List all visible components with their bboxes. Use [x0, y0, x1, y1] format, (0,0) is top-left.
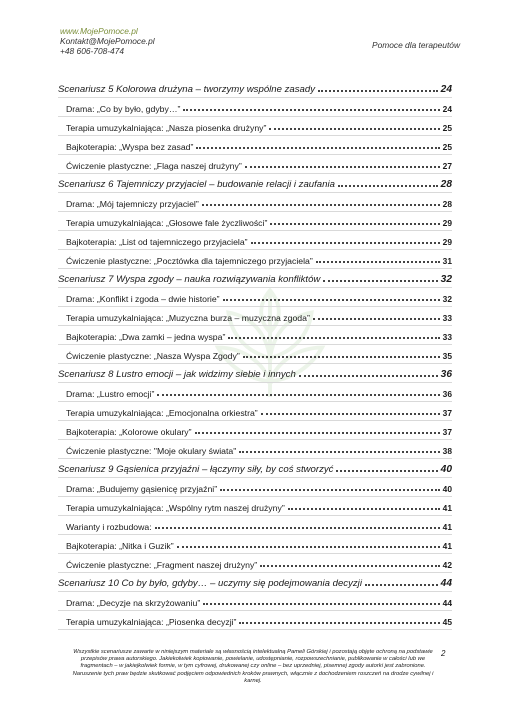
- toc-scenario-entry[interactable]: [58, 79, 452, 98]
- dot-leader: [365, 584, 438, 586]
- toc-page-number: 42: [442, 560, 452, 570]
- toc-entry-label: Drama: „Budujemy gąsienicę przyjaźni”: [66, 484, 218, 494]
- toc-subentry[interactable]: [58, 155, 452, 174]
- toc-entry-label: Scenariusz 6 Tajemniczy przyjaciel – budowanie relacji i zaufania: [58, 179, 335, 190]
- dot-leader: [270, 223, 439, 225]
- dot-leader: [336, 470, 437, 472]
- toc-page-number: 35: [442, 351, 452, 361]
- dot-leader: [223, 299, 440, 301]
- toc-page-number: 37: [442, 408, 452, 418]
- toc-entry-label: Warianty i rozbudowa:: [66, 522, 152, 532]
- page-header: [60, 26, 460, 56]
- toc-subentry[interactable]: [58, 535, 452, 554]
- phone-number: +48 606-708-474: [60, 46, 125, 56]
- dot-leader: [183, 109, 439, 111]
- toc-entry-label: Drama: „Konflikt i zgoda – dwie historie”: [66, 294, 220, 304]
- toc-entry-label: Drama: „Lustro emocji”: [66, 389, 155, 399]
- dot-leader: [316, 261, 440, 263]
- toc-entry-label: Ćwiczenie plastyczne: „Nasza Wyspa Zgody”: [66, 351, 240, 361]
- dot-leader: [157, 394, 439, 396]
- toc-subentry[interactable]: [58, 98, 452, 117]
- dot-leader: [251, 242, 440, 244]
- toc-entry-label: Ćwiczenie plastyczne: "Moje okulary świata": [66, 446, 237, 456]
- page-number: 2: [441, 649, 446, 658]
- toc-entry-label: Scenariusz 5 Kolorowa drużyna – tworzymy wspólne zasady: [58, 84, 316, 95]
- toc-entry-label: Bajkoterapia: „Kolorowe okulary”: [66, 427, 192, 437]
- toc-page-number: 36: [440, 369, 452, 380]
- header-tagline: Pomoce dla terapeutów: [372, 40, 460, 50]
- email-link[interactable]: Kontakt@MojePomoce.pl: [60, 36, 155, 46]
- toc-entry-label: Scenariusz 7 Wyspa zgody – nauka rozwiązywania konfliktów: [58, 274, 321, 285]
- toc-entry-label: Drama: „Decyzje na skrzyżowaniu”: [66, 598, 201, 608]
- toc-subentry[interactable]: [58, 383, 452, 402]
- copyright-notice: Wszystkie scenariusze zawarte w niniejszym materiale są własnością intelektualną Pameli Górskiej i pozostają objęte ochroną na podstawie przepisów prawa autorskiego. Jakiekolwiek kopiowanie, powielanie, udostępnianie, rozpowszechnianie, publikowanie w całości lub we fragmentach – w jakiejkolwiek formie, w tym cyfrowej, drukowanej czy online – bez uprzedniej, pisemnej zgody autorki jest zabronione. Naruszenie tych praw będzie skutkować podjęciem odpowiednich kroków prawnych, włącznie z dochodzeniem roszczeń na drodze cywilnej i karnej.: [72, 649, 434, 684]
- dot-leader: [323, 280, 437, 282]
- toc-scenario-entry[interactable]: [58, 174, 452, 193]
- toc-scenario-entry[interactable]: [58, 364, 452, 383]
- toc-scenario-entry[interactable]: [58, 573, 452, 592]
- toc-page-number: 41: [442, 541, 452, 551]
- toc-subentry[interactable]: [58, 212, 452, 231]
- dot-leader: [245, 166, 440, 168]
- dot-leader: [228, 337, 439, 339]
- toc-page-number: 24: [440, 84, 452, 95]
- toc-entry-label: Scenariusz 10 Co by było, gdyby… – uczymy się podejmowania decyzji: [58, 578, 362, 589]
- toc-page-number: 29: [442, 218, 452, 228]
- toc-subentry[interactable]: [58, 136, 452, 155]
- toc-page-number: 28: [440, 179, 452, 190]
- toc-subentry[interactable]: [58, 117, 452, 136]
- toc-subentry[interactable]: [58, 554, 452, 573]
- toc-entry-label: Terapia umuzykalniająca: „Piosenka decyzji”: [66, 617, 237, 627]
- toc-subentry[interactable]: [58, 288, 452, 307]
- toc-page-number: 32: [440, 274, 452, 285]
- toc-page-number: 38: [442, 446, 452, 456]
- toc-subentry[interactable]: [58, 231, 452, 250]
- toc-entry-label: Bajkoterapia: „List od tajemniczego przyjaciela”: [66, 237, 248, 247]
- toc-subentry[interactable]: [58, 345, 452, 364]
- toc-entry-label: Terapia umuzykalniająca: „Muzyczna burza – muzyczna zgoda”: [66, 313, 310, 323]
- dot-leader: [313, 318, 440, 320]
- toc-page-number: 41: [442, 522, 452, 532]
- toc-page-number: 27: [442, 161, 452, 171]
- table-of-contents: [58, 79, 452, 630]
- toc-page-number: 44: [440, 578, 452, 589]
- toc-page-number: 40: [442, 484, 452, 494]
- dot-leader: [220, 489, 440, 491]
- dot-leader: [260, 565, 439, 567]
- toc-subentry[interactable]: [58, 516, 452, 535]
- dot-leader: [177, 546, 440, 548]
- toc-page-number: 37: [442, 427, 452, 437]
- dot-leader: [318, 90, 438, 92]
- toc-page-number: 33: [442, 313, 452, 323]
- toc-page-number: 29: [442, 237, 452, 247]
- toc-entry-label: Terapia umuzykalniająca: „Nasza piosenka drużyny”: [66, 123, 267, 133]
- toc-page-number: 28: [442, 199, 452, 209]
- toc-entry-label: Ćwiczenie plastyczne: „Fragment naszej drużyny”: [66, 560, 258, 570]
- toc-entry-label: Scenariusz 9 Gąsienica przyjaźni – łączymy siły, by coś stworzyć: [58, 464, 334, 475]
- dot-leader: [299, 375, 438, 377]
- toc-entry-label: Ćwiczenie plastyczne: „Pocztówka dla tajemniczego przyjaciela”: [66, 256, 313, 266]
- toc-scenario-entry[interactable]: [58, 269, 452, 288]
- toc-page-number: 24: [442, 104, 452, 114]
- toc-page-number: 36: [442, 389, 452, 399]
- toc-page-number: 44: [442, 598, 452, 608]
- dot-leader: [239, 451, 439, 453]
- toc-subentry[interactable]: [58, 193, 452, 212]
- dot-leader: [261, 413, 440, 415]
- dot-leader: [155, 527, 440, 529]
- toc-entry-label: Bajkoterapia: „Dwa zamki – jedna wyspa”: [66, 332, 226, 342]
- toc-subentry[interactable]: [58, 440, 452, 459]
- toc-subentry[interactable]: [58, 478, 452, 497]
- toc-subentry[interactable]: [58, 497, 452, 516]
- toc-page-number: 31: [442, 256, 452, 266]
- toc-entry-label: Scenariusz 8 Lustro emocji – jak widzimy siebie i innych: [58, 369, 296, 380]
- toc-entry-label: Drama: „Co by było, gdyby…”: [66, 104, 181, 114]
- toc-entry-label: Terapia umuzykalniająca: „Wspólny rytm naszej drużyny”: [66, 503, 285, 513]
- toc-subentry[interactable]: [58, 611, 452, 630]
- toc-entry-label: Terapia umuzykalniająca: „Emocjonalna orkiestra”: [66, 408, 258, 418]
- toc-scenario-entry[interactable]: [58, 459, 452, 478]
- website-link[interactable]: www.MojePomoce.pl: [60, 26, 138, 36]
- dot-leader: [338, 185, 438, 187]
- toc-page-number: 33: [442, 332, 452, 342]
- dot-leader: [195, 432, 440, 434]
- toc-entry-label: Ćwiczenie plastyczne: „Flaga naszej drużyny”: [66, 161, 242, 171]
- toc-subentry[interactable]: [58, 250, 452, 269]
- toc-subentry[interactable]: [58, 421, 452, 440]
- toc-entry-label: Bajkoterapia: „Wyspa bez zasad”: [66, 142, 194, 152]
- toc-page-number: 45: [442, 617, 452, 627]
- toc-page-number: 25: [442, 142, 452, 152]
- dot-leader: [196, 147, 439, 149]
- dot-leader: [288, 508, 440, 510]
- toc-entry-label: Drama: „Mój tajemniczy przyjaciel”: [66, 199, 199, 209]
- dot-leader: [239, 622, 439, 624]
- toc-page-number: 32: [442, 294, 452, 304]
- dot-leader: [202, 204, 440, 206]
- toc-subentry[interactable]: [58, 592, 452, 611]
- toc-subentry[interactable]: [58, 402, 452, 421]
- dot-leader: [203, 603, 439, 605]
- dot-leader: [243, 356, 440, 358]
- toc-subentry[interactable]: [58, 307, 452, 326]
- toc-entry-label: Terapia umuzykalniająca: „Głosowe fale życzliwości”: [66, 218, 268, 228]
- toc-subentry[interactable]: [58, 326, 452, 345]
- toc-entry-label: Bajkoterapia: „Nitka i Guzik”: [66, 541, 174, 551]
- dot-leader: [269, 128, 439, 130]
- toc-page-number: 41: [442, 503, 452, 513]
- toc-page-number: 25: [442, 123, 452, 133]
- toc-page-number: 40: [440, 464, 452, 475]
